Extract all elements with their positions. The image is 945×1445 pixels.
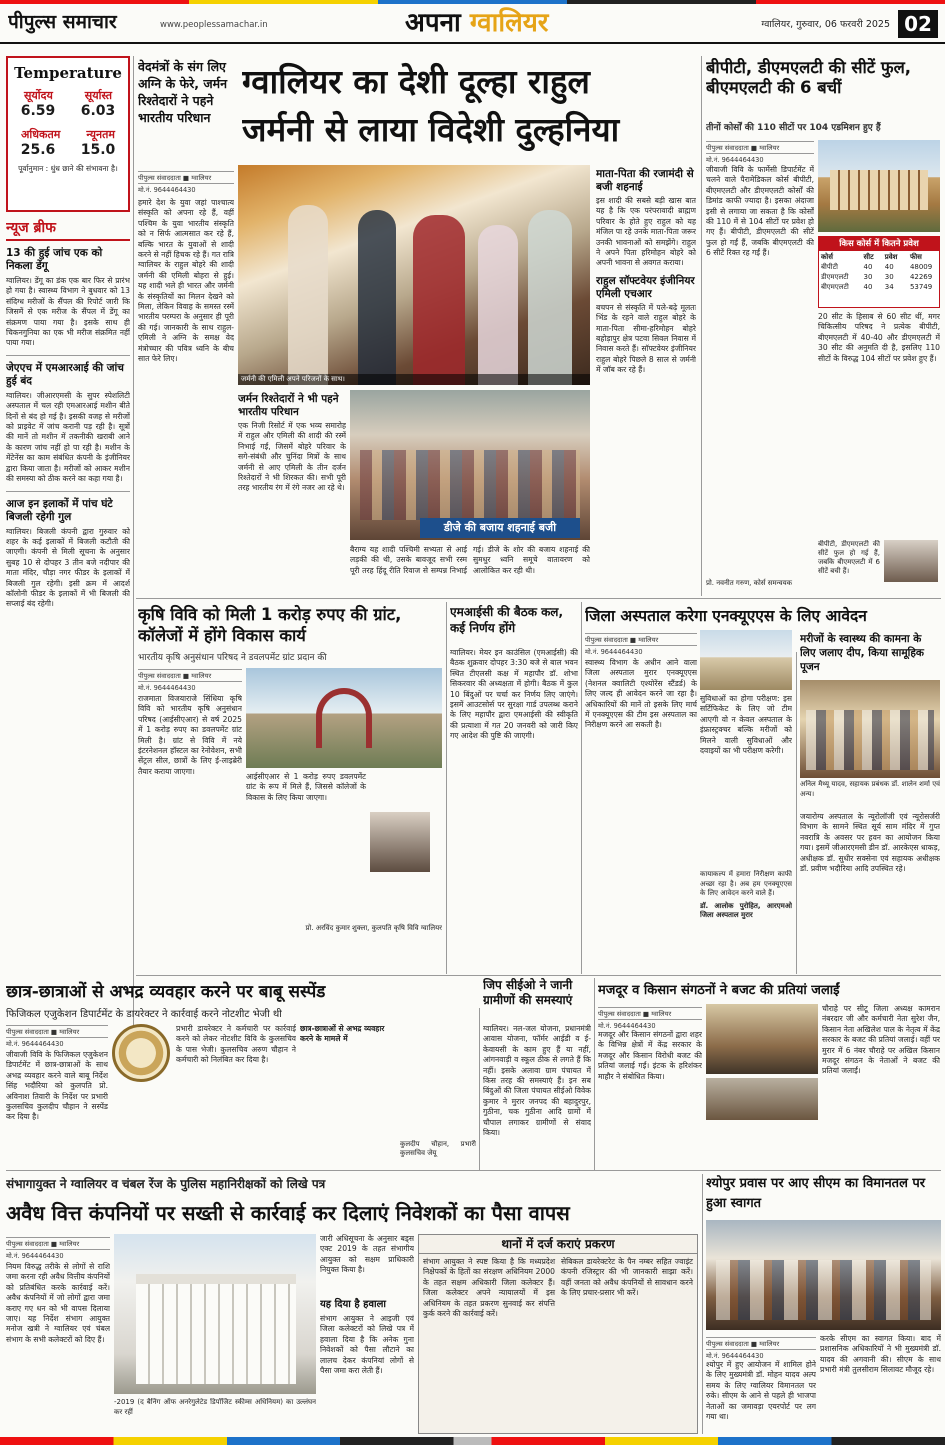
byline-mobile: मो.नं. 9644464430: [138, 184, 234, 194]
table-cell: 40: [884, 263, 894, 271]
photo-caption-banner: डीजे की बजाय शहनाई बजी: [420, 518, 580, 538]
lead-subhead: माता-पिता की रजामंदी से बजी शहनाई: [596, 168, 694, 193]
weather-forecast: पूर्वानुमान : धुंध छाने की संभावना है।: [18, 164, 118, 173]
suspend-sub: छात्र-छात्राओं से अभद्र व्यवहार करने के मामले में: [300, 1024, 385, 1044]
lead-body: हमारे देश के युवा जहां पाश्चात्य संस्कृति को अपना रहे हैं, वहीं पश्चिम के युवा भारतीय संस्कृति को न सिर्फ आत्मसात कर रहे हैं, बल्कि भारत के युवाओं से शादी करने से नहीं हिचक रहे हैं। गत रात्रि ग्वालियर के राहुल बोहरे की शादी जर्मनी की एमिली बोहरा से हुई। यह शादी भले ही भारत और जर्मनी के संस्कृतियों का मिलन देखने को मिला, लेकिन विवाह के समस्त रस्में भारतीय परम्परा के अनुसार ही पूरी की गई। जानकारी के साथ राहुल-एमिली ने अग्नि के समक्ष वेद मंत्रोच्चार की पवित्र ध्वनि के बीच सात फेरे लिए।: [138, 198, 234, 364]
deep-body: जयारोग्य अस्पताल के न्यूरोलॉजी एवं न्यूरोसर्जरी विभाग के सामने स्थित सूर्य साम मंदिर में गुप्त नवरात्रि के अवसर पर हवन का आयोजन किया गया। इसमें जीआरएमसी डीन डॉ. आरकेएस धाकड़, अधीक्षक डॉ. सुधीर सक्सेना एवं सहायक अधीक्षक डॉ. प्रवीण भदौरिया आदि उपस्थित रहे।: [800, 812, 940, 874]
brief-item: [6, 498, 130, 610]
section-prefix: अपना: [405, 8, 461, 38]
bpt-body: जीवाजी विवि के फार्मेसी डिपार्टमेंट में चलने वाले पैरामेडिकल कोर्स बीपीटी, बीएमएलटी और डीएमएलटी कोर्सों की डिमांड काफी ज्यादा है। इसका अंदाजा इसी से लगाया जा सकता है कि कोर्सों की 110 में से 104 सीटों पर प्रवेश हो गए हैं। बीपीटी, डीएमएलटी की सीटें फुल हो गईं हैं, जबकि बीएमएलटी की 6 सीटें रिक्त रह गईं हैं।: [706, 165, 814, 258]
ponzi-box-body: संभाग आयुक्त ने स्पष्ट किया है कि मध्यप्रदेश निक्षेपकों के हितों का संरक्षण अधिनियम 2000 के तहत सक्षम अधिकारी जिला कलेक्टर हैं। जिला कलेक्टर अपने न्यायालयों में इस अधिनियम के तहत प्रकरण सुनवाई कर संपत्ति कुर्क करने की कार्रवाई करें।: [423, 1257, 555, 1319]
bottom-registration-strip: [0, 1437, 945, 1445]
lead-col4: [596, 165, 696, 590]
vc-avatar: [370, 812, 430, 872]
lead-body-5: बैराग्य यह शादी पश्चिमी सभ्यता से आई लड़की की थी, उसके बावजूद सभी रस्म पूरी तरह हिंदू रीति रिवाज से सम्पन्न निभाई गई। डीजे के शोर की बजाय शहनाई की सुमधुर ध्वनि समूचे वातावरण को आलोकित कर रही थी।: [350, 545, 590, 575]
krishi-body: राजमाता विजयाराजे सिंधिया कृषि विवि को भारतीय कृषि अनुसंधान परिषद (आईसीएआर) से वर्ष 2025 में 1 करोड़ रुपए का डवलपमेंट ग्रांट मिली है। ग्रांट से विवि में नये इंटरनेशनल हॉस्टल का रेनोवेशन, सभी सेंट्रल सील, छात्रों के लिए ई-लाइब्रेरी तैयार कराया जाएगा।: [138, 694, 242, 776]
photo-figure: [358, 210, 396, 385]
ponzi-box: [418, 1234, 698, 1434]
university-building-photo: [818, 140, 940, 232]
photo-figure: [413, 215, 465, 385]
ponzi-body-2: जारी अधिसूचना के अनुसार बड्स एक्ट 2019 के तहत संभागीय आयुक्त को सक्षम प्राधिकारी नियुक्त किया है।: [320, 1234, 414, 1275]
byline-mobile: मो.नं. 9644464430: [706, 154, 814, 162]
budget-protest-photo-2: [706, 1078, 818, 1120]
table-cell: 30: [884, 273, 894, 281]
table-cell: 40: [863, 263, 873, 271]
building-shape: [830, 170, 928, 210]
quote-text: कायाकल्प में हमारा निरीक्षण काफी अच्छा रहा है। अब हम एनक्यूएएस के लिए आवेदन करने वाले हैं।: [700, 870, 792, 897]
table-row: [819, 282, 939, 292]
bpt-kicker: तीनों कोर्सों की 110 सीटों पर 104 एडमिशन हुए हैं: [706, 123, 881, 133]
table-title: किस कोर्स में कितने प्रवेश: [819, 237, 939, 251]
byline-mobile: मो.नं. 9644464430: [6, 1038, 108, 1046]
mic-sign: कुलदीप चौहान, प्रभारी कुलसचिव जेयू: [400, 1140, 476, 1157]
section-city: ग्वालियर: [469, 8, 549, 38]
quote-text: बीपीटी, डीएमएलटी की सीटें फुल हो गई हैं, जबकि बीएमएलटी में 6 सीटें बची हैं।: [818, 540, 880, 575]
wedding-photo: [238, 165, 590, 385]
byline: पीपुल्स संवाददाता ■ ग्वालियर: [598, 1007, 702, 1020]
budget-body: मजदूर और किसान संगठनों द्वारा शहर के विभिन्न क्षेत्रों में केंद्र सरकार के मजदूर और किसान विरोधी बजट की प्रतियां जलाई गईं। इंटक के हरिशंकर माहौर ने संबोधित किया।: [598, 1030, 702, 1081]
suspend-body: जीवाजी विवि के फिजिकल एजुकेशन डिपार्टमेंट में छात्र-छात्राओं के साथ अभद्र व्यवहार करने वाले बाबू निर्देश सिंह भदौरिया को कुलपति प्रो. अविनाश तिवारी के निर्देश पर प्रभारी कुलसचिव कुलदीप चौहान ने सस्पेंड कर दिया है।: [6, 1050, 108, 1122]
max-temp-value: 25.6: [20, 142, 56, 158]
krishi-box-text: आईसीएआर से 1 करोड़ रुपए डवलपमेंट ग्रांट के रूप में मिले हैं, जिससे कॉलेजों के विकास के लिए किया जाएगा।: [246, 772, 366, 802]
photo-caption: जर्मनी की एमिली अपने परिजनों के साथ।: [238, 374, 590, 385]
krishi-box-sign: प्रो. अरविंद कुमार शुक्ला, कुलपति कृषि विवि ग्वालियर: [305, 924, 442, 932]
photo-figure: [478, 225, 518, 385]
ponzi-body: नियम विरुद्ध तरीके से लोगों से राशि जमा करना रही अवैध वित्तीय कंपनियों को प्रतिबंधित करके कार्रवाई करें। अवैध कंपनियों में जो लोगों द्वारा जमा कराए गए धन को भी वापस दिलाया जाए। यह निर्देश संभाग आयुक्त मनोज खत्री ने ग्वालियर एवं चंबल संभाग के सभी कलेक्टरों को दिए हैं।: [6, 1262, 110, 1344]
table-header-cell: फीस: [909, 253, 922, 261]
budget-headline: मजदूर व किसान संगठनों ने बजट की प्रतियां जलाईं: [598, 983, 840, 998]
deep-headline-text: [800, 630, 940, 631]
deep-headline-visible: मरीजों के स्वास्थ्य की कामना के लिए जलाए दीप, किया सामूहिक पूजन: [800, 633, 924, 673]
budget-body-2: चौराहे पर सीटू जिला अध्यक्ष कामरान नंबरदार जी और कर्मचारी नेता सुरेश जैन, किसान नेता अखिलेश पाल के नेतृत्व में केंद्र सरकार के बजट की प्रतियां जलाई। वहीं पर मुरार में 6 नंबर चौराहे पर अखिल किसान मजदूर संगठन के नेताओं ने बजट की प्रतियां जलाईं।: [822, 1004, 940, 1076]
crowd-shape: [716, 1260, 931, 1320]
quote-avatar: [884, 540, 938, 582]
hospital-quote: [700, 870, 792, 970]
lead-body-3: इस शादी की सबसे बड़ी खास बात यह है कि एक परंपरावादी ब्राह्मण परिवार के होते हुए राहुल को यह मंजिल पा रहे उनके माता-पिता जरूर उनकी भावनाओं को समझेंगे। राहुल ने अपने पिता हरिमोहन बोहरे को अपनी भावना से अवगत कराया।: [596, 196, 696, 268]
min-temp-label: न्यूनतम: [86, 128, 115, 141]
crowd-shape: [360, 450, 580, 520]
table-cell: 40: [863, 283, 873, 291]
ponzi-byline: [6, 1234, 110, 1258]
page-number: 02: [898, 10, 938, 38]
suspend-logo: [112, 1024, 170, 1082]
bpt-quote-by: प्रो. नवनीत गरुण, कोर्स समन्वयक: [706, 579, 793, 587]
sunrise-value: 6.59: [20, 103, 56, 119]
hospital-body: स्वास्थ्य विभाग के अधीन आने वाला जिला अस्पताल मुरार एनक्यूएएस (नेशनल क्वालिटी एश्योरेंस स्टैंडर्ड) के लिए जल्द ही आवेदन करने जा रहा है। अधिकारियों की मानें तो इसके लिए मार्च में एनक्यूएएस की टीम इस अस्पताल का निरीक्षण करने आ सकती है।: [585, 658, 697, 730]
byline-mobile: मो.नं. 9644464430: [598, 1020, 702, 1028]
table-cell: बीएमएलटी: [821, 283, 849, 291]
lead-col2: [238, 390, 346, 590]
ponzi-building-photo: [114, 1234, 316, 1394]
hospital-body-2: सुविधाओं का होगा परीक्षण: इस सर्टिफिकेट के लिए जो टीम आएगी वो न केवल अस्पताल के इंफ्रास्ट्रक्चर बल्कि मरीजों को मिलने वाली सुविधाओं और दवाइयों का भी परीक्षण करेगी।: [700, 694, 792, 756]
news-brief-column: [6, 218, 130, 1063]
brief-item: [6, 247, 130, 349]
budget-protest-photo: [706, 1004, 818, 1074]
photo-figure: [528, 210, 572, 385]
byline: पीपुल्स संवाददाता ■ ग्वालियर: [585, 633, 697, 646]
table-header-row: [819, 251, 939, 262]
table-header-cell: प्रवेश: [884, 253, 898, 261]
table-header-cell: सीट: [863, 253, 874, 261]
suspend-byline: [6, 1022, 108, 1046]
table-cell: 53749: [909, 283, 933, 291]
byline-mobile: मो.नं. 9644464430: [706, 1350, 816, 1358]
brand-logo: पीपुल्स समाचार: [8, 11, 117, 33]
suspend-body-2: प्रभारी डायरेक्टर ने कर्मचारी पर कार्रवाई करने को लेकर नोटशीट विवि के कुलसचिव के पास भेजी। कुलसचिव अरुण चौहान ने कर्मचारी को निलंबित कर दिया है।: [176, 1024, 296, 1065]
mic-body: ग्वालियर। मेयर इन काउंसिल (एमआईसी) की बैठक शुक्रवार दोपहर 3:30 बजे से बाल भवन स्थित टीएलसी कक्ष में महापौर डॉ. शोभा सिकरवार की अध्यक्षता में होगी। बैठक में कुल 10 बिंदुओं पर चर्चा कर निर्णय लिए जाएंगे। इसमें आउटसोर्स पर सुरक्षा गार्ड उपलब्ध कराने के लिए महापौर द्वारा एमआईसी की स्वीकृति की प्रत्याशा में गत 20 जनवरी को जारी किए गए आदेश की पुष्टि की जाएगी।: [450, 648, 578, 741]
lead-body-4: बचपन से संस्कृति में पले-बढ़े मूलतः भिंड के रहने वाले राहुल बोहरे के माता-पिता सीमा-हरिमोहन बोहरे बहोड़ापुर क्षेत्र पटवा सिवल निवास में निवास करते हैं। सॉफ्टवेयर इंजीनियर राहुल बोहरे पिछले 8 साल से जर्मनी में जॉब कर रहे हैं।: [596, 302, 696, 375]
lead-subhead: जर्मन रिश्तेदारों ने भी पहने भारतीय परिधान: [238, 393, 339, 418]
min-temp-value: 15.0: [80, 142, 116, 158]
ponzi-kicker: संभागायुक्त ने ग्वालियर व चंबल रेंज के पुलिस महानिरीक्षकों को लिखे पत्र: [6, 1177, 326, 1191]
gramin-headline: जिप सीईओ ने जानी ग्रामीणों की समस्याएं: [483, 978, 573, 1007]
weather-title: Temperature: [14, 64, 122, 82]
table-cell: 34: [884, 283, 894, 291]
ponzi-subhead: यह दिया है हवाला: [320, 1299, 386, 1310]
sunrise-label: सूर्योदय: [23, 89, 53, 102]
section-title: [405, 6, 635, 40]
crowd-shape: [806, 710, 934, 770]
brief-body: ग्वालियर। बिजली कंपनी द्वारा गुरुवार को शहर के कई इलाकों में बिजली कटौती की जाएगी। कंपनी से मिली सूचना के अनुसार सुबह 10 से दोपहर 3 तीन बजे नदीपार की माता मंदिर, चौड़ा नगर फीडर के इलाकों में बिजली गुल रहेगी। इसी क्रम में आदर्श कॉलोनी फीडर के इलाकों में भी बिजली की सप्लाई बंद रहेगी।: [6, 526, 130, 609]
lead-headline-line2: जर्मनी से लाया विदेशी दुल्हनिया: [242, 110, 620, 149]
krishi-headline: कृषि विवि को मिली 1 करोड़ रुपए की ग्रांट, कॉलेजों में होंगे विकास कार्य: [138, 605, 402, 645]
sheopur-headline: श्योपुर प्रवास पर आए सीएम का विमानतल पर हुआ स्वागत: [706, 1176, 926, 1211]
byline: पीपुल्स संवाददाता ■ ग्वालियर: [706, 141, 814, 154]
gramin-body: ग्वालियर। नल-जल योजना, प्रधानमंत्री आवास योजना, फॉर्मर आईडी व ई-केवायसी के काम हुए हैं या नहीं, आंगनवाड़ी व स्कूल ठीक से लगते हैं कि नहीं। इसके अलावा ग्राम पंचायत में किस तरह की समस्याएं हैं। इन सब बिंदुओं की जिला पंचायत सीईओ विवेक कुमार ने मुरार जनपद की बहादुरपुर, गुठीना, चक गुठीना आदि ग्रामों में चौपाल लगाकर ग्रामीणों से संवाद किया।: [483, 1024, 591, 1138]
hospital-byline: [585, 630, 697, 654]
table-row: [819, 272, 939, 282]
lead-headline-line1: ग्वालियर का देशी दूल्हा राहुल: [242, 62, 590, 101]
table-cell: डीएमएलटी: [821, 273, 849, 281]
bpt-byline: [706, 138, 814, 162]
ponzi-box-title: थानों में दर्ज कराएं प्रकरण: [419, 1235, 697, 1254]
lead-subhead: राहुल सॉफ्टवेयर इंजीनियर एमिली एचआर: [596, 274, 695, 300]
table-header-cell: कोर्स: [821, 253, 833, 261]
brief-body: ग्वालियर। जीआरएमसी के सुपर स्पेशलिटी अस्पताल में चल रही एमआरआई मशीन बीते दिनों से बंद हो गई है। इसकी वजह से मरीजों को प्राइवेट में जांच करानी पड़ रही है। सूत्रों की मानें तो मशीन में तकनीकी खराबी आने के कारण जांच नहीं हो पा रही है। मशीन के मेंटेनेंस का काम संबंधित कंपनी के इंजीनियर द्वारा किया जाता है। मरीजों को आकर मशीन की समस्या को ठीक करने का कहा गया है।: [6, 390, 130, 484]
byline: पीपुल्स संवाददाता ■ ग्वालियर: [706, 1337, 816, 1350]
byline: पीपुल्स संवाददाता ■ ग्वालियर: [6, 1025, 108, 1038]
color-registration-strip: [0, 0, 945, 4]
hospital-headline: जिला अस्पताल करेगा एनक्यूएएस के लिए आवेदन: [585, 607, 867, 625]
ponzi-body-3: संभाग आयुक्त ने आइजी एवं जिला कलेक्टरों को लिखे पत्र में हवाला दिया है कि अनेक गुना निवेशकों को पैसा लौटाने का लालच देकर कंपनियां लोगों से पैसा जमा करा लेती हैं।: [320, 1314, 414, 1376]
lead-byline: [138, 168, 234, 194]
sheopur-body-2: करके सीएम का स्वागत किया। बाद में प्रशासनिक अधिकारियों ने भी मुख्यमंत्री डॉ. यादव की अगवानी की। सीएम के साथ प्रभारी मंत्री तुलसीराम सिलावट मौजूद रहे।: [820, 1334, 941, 1375]
website-link[interactable]: www.peoplessamachar.in: [160, 20, 268, 30]
gate-shape: [316, 688, 372, 748]
budget-byline: [598, 1004, 702, 1028]
brief-item: [6, 362, 130, 485]
mic-headline: एमआईसी की बैठक कल, कई निर्णय होंगे: [450, 605, 563, 635]
table-cell: 30: [863, 273, 873, 281]
bpt-headline: बीपीटी, डीएमएलटी की सीटें फुल, बीएमएलटी की 6 बचीं: [706, 58, 912, 97]
admission-table: [818, 236, 940, 308]
bpt-body-2: 20 सीट के हिसाब से 60 सीट थीं, मगर चिकित्सीय परिषद ने प्रत्येक बीपीटी, बीएमएलटी में 40-40 और डीएमएलटी में 30 सीट की अनुमति दी है, इसलिए 110 सीटों के विरुद्ध 104 सीटों पर प्रवेश हुए हैं।: [818, 312, 940, 363]
brief-body: ग्वालियर। डेंगू का डंक एक बार फिर से प्रारंभ हो गया है। स्वास्थ्य विभाग ने बुधवार को 13 संदिग्ध मरीजों के सैंपल की रिपोर्ट जारी कि जिसमें से एक मरीज के सैंपल में डेंगू का संक्रमण पाया गया है। इसके साथ ही चिकनगुनिया का एक भी मरीज संक्रमित नहीं पाया गया।: [6, 276, 130, 348]
brief-headline: जेएएच में एमआरआई की जांच हुई बंद: [6, 361, 124, 387]
news-brief-title: न्यूज ब्रीफ: [6, 218, 130, 241]
brief-headline: आज इन इलाकों में पांच घंटे बिजली रहेगी गुल: [6, 497, 113, 523]
krishi-byline: [138, 666, 242, 690]
byline: पीपुल्स संवाददाता ■ ग्वालियर: [138, 171, 234, 184]
sheopur-body: श्योपुर में हुए आयोजन में शामिल होने के लिए मुख्यमंत्री डॉ. मोहन यादव अल्प समय के लिए ग्वालियर विमानतल पर रुके। सीएम के आने से पहले ही भाजपा नेताओं का जमावड़ा एयरपोर्ट पर लग गया था।: [706, 1360, 816, 1422]
shehnai-photo: [350, 390, 590, 540]
krishi-university-photo: [246, 668, 442, 768]
sheopur-byline: [706, 1334, 816, 1358]
lead-kicker: वेदमंत्रों के संग लिए अग्नि के फेरे, जर्मन रिश्तेदारों ने पहने भारतीय परिधान: [138, 59, 228, 125]
byline: पीपुल्स संवाददाता ■ ग्वालियर: [6, 1237, 110, 1250]
ponzi-image-caption: -2019 (द बैनिंग ऑफ अनरेगुलेटेड डिपॉजिट स्कीम्स अधिनियम) का उल्लंघन कर रहीं: [114, 1398, 316, 1416]
max-temp-label: अधिकतम: [21, 128, 61, 141]
brief-headline: 13 की हुई जांच एक को निकला डेंगू: [6, 247, 103, 272]
quote-by: डॉ. आलोक पुरोहित, आरएमओ जिला अस्पताल मुरार: [700, 901, 792, 919]
sunset-value: 6.03: [80, 103, 116, 119]
building-shape: [136, 1274, 296, 1384]
byline-mobile: मो.नं. 9644464430: [6, 1250, 110, 1258]
ponzi-headline: अवैध वित्त कंपनियों पर सख्ती से कार्रवाई कर दिलाएं निवेशकों का पैसा वापस: [6, 1201, 570, 1225]
dateline: ग्वालियर, गुरुवार, 06 फरवरी 2025: [761, 19, 890, 30]
krishi-kicker: भारतीय कृषि अनुसंधान परिषद ने डवलपमेंट ग्रांट प्रदान की: [138, 653, 327, 663]
lead-headline: [242, 58, 697, 162]
masthead: [0, 0, 945, 44]
krishi-box: [246, 772, 442, 952]
deep-caption: अनिल मैथ्यू यादव, सहायक प्रबंधक डॉ. शालेन शर्मा एवं अन्य।: [800, 780, 940, 798]
byline-mobile: मो.नं. 9644464430: [138, 682, 242, 690]
lead-body-2: एक निजी रिसोर्ट में एक भव्य समारोह में राहुल और एमिली की शादी की रस्में निभाई गईं, जिसमें बोहरे परिवार के सगे-संबंधी और चुनिंदा मित्रों के साथ जर्मनी से आए एमिली के तीन दर्जन रिश्तेदारों ने भी शिरकत की। सभी पूरी तरह भारतीय रंग में रंगे नजर आ रहे थे।: [238, 421, 346, 493]
deep-photo: [800, 680, 940, 778]
table-row: [819, 262, 939, 272]
table-cell: 42269: [909, 273, 933, 281]
table-cell: 48009: [909, 263, 933, 271]
photo-figure: [288, 205, 328, 385]
weather-box: [6, 56, 130, 212]
byline: पीपुल्स संवाददाता ■ ग्वालियर: [138, 669, 242, 682]
suspend-headline: छात्र-छात्राओं से अभद्र व्यवहार करने पर बाबू सस्पेंड: [6, 982, 326, 1002]
suspend-kicker: फिजिकल एजुकेशन डिपार्टमेंट के डायरेक्टर ने कार्रवाई करने नोटशीट भेजी थी: [6, 1009, 282, 1020]
byline-mobile: मो.नं. 9644464430: [585, 646, 697, 654]
sunset-label: सूर्यास्त: [84, 89, 113, 102]
ponzi-box-body-2: सेबिकल डायरेक्टरेट के पैन नम्बर सहित ज्वाइंट कंपनी रजिस्ट्रार की भी जानकारी साझा करें। वहीं जनता को अवैध कंपनियों से सावधान करने के लिए प्रचार-प्रसार भी करें।: [561, 1257, 693, 1298]
table-cell: बीपीटी: [821, 263, 838, 271]
sheopur-welcome-photo: [706, 1220, 941, 1330]
